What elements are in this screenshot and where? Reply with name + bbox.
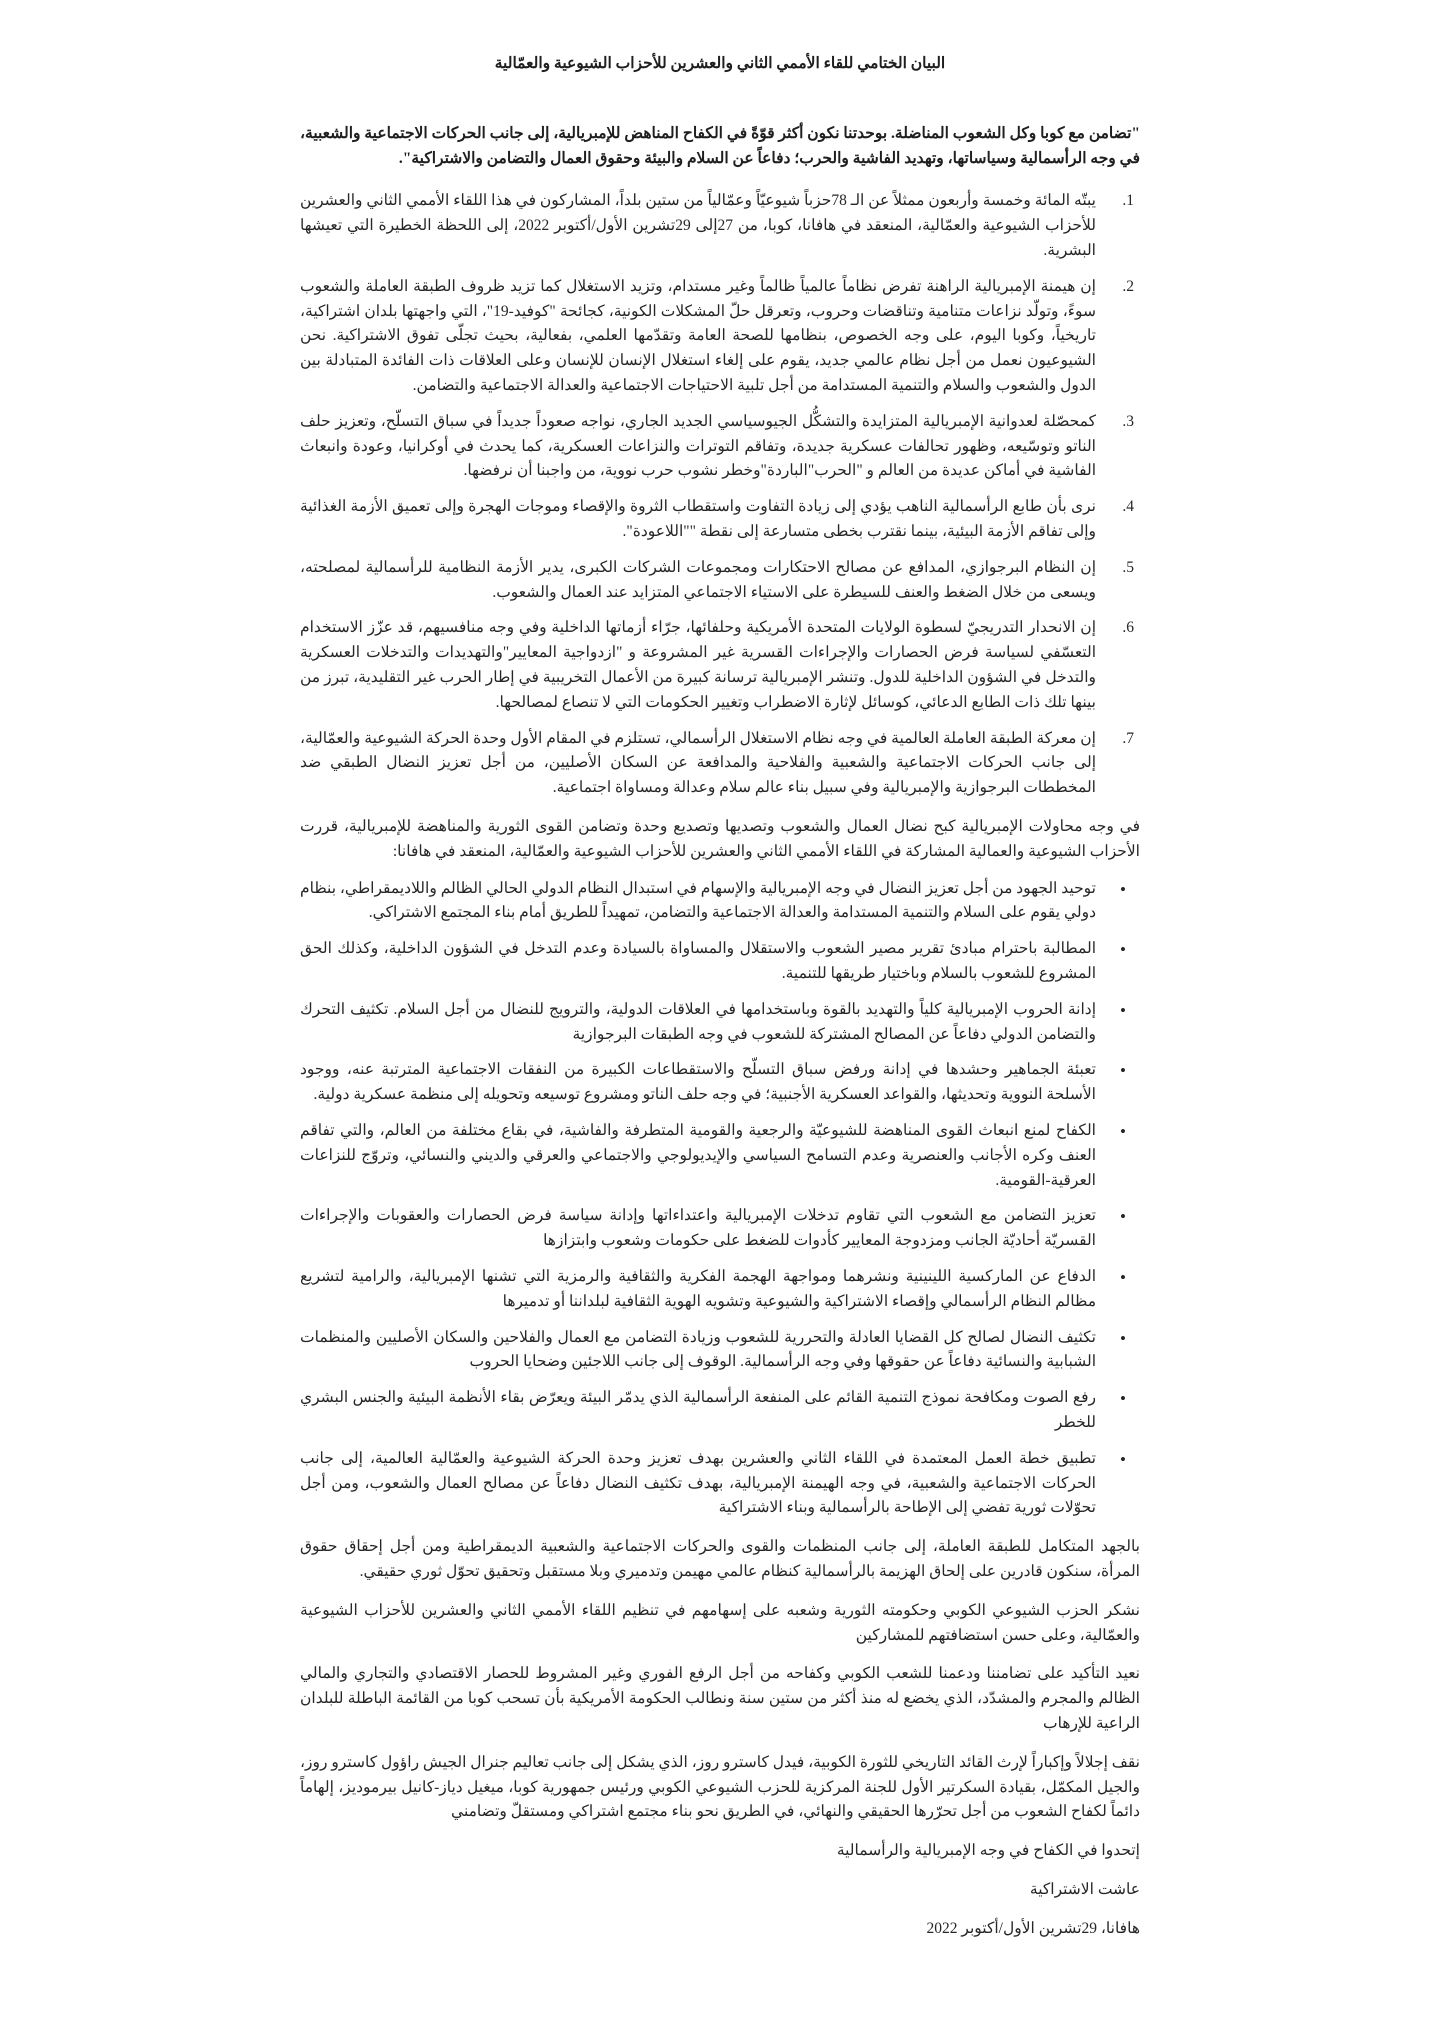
bridge-paragraph: في وجه محاولات الإمبريالية كبح نضال العمال والشعوب وتصديها وتصديع وحدة وتضامن القوى الثورية والمناهضة للإمبريالية، قررت الأحزاب الشيوعية والعمالية المشاركة في اللقاء الأممي الثاني والعشرين للأحزاب الشيوعية والعمّالية، المنعقد في هافانا: bbox=[300, 818, 1140, 860]
list-item: إن الانحدار التدريجيّ لسطوة الولايات المتحدة الأمريكية وحلفائها، جرّاء أزماتها الداخلية وفي وجه منافسيهم، قد عزّز الاستخدام التعسّفي لسياسة فرض الحصارات والإجراءات القسرية غير المشروعة و "ازدواجية المعايير"والتهديدات والتدخلات العسكرية والتدخل في الشؤون الداخلية للدول. وتنشر الإمبريالية ترسانة كبيرة من الأعمال التخريبية في إطار الحرب غير التقليدية، تبرز من بينها تلك ذات الطابع الدعائي، كوسائل لإثارة الاضطراب وتغيير الحكومات التي لا تنصاع لمصالحها. bbox=[300, 619, 1096, 711]
list-item: كمحصّلة لعدوانية الإمبريالية المتزايدة والتشكُّل الجيوسياسي الجديد الجاري، نواجه صعوداً جديداً في سباق التسلّح، وتعزيز حلف الناتو وتوسّيعه، وظهور تحالفات عسكرية جديدة، وتفاقم التوترات والنزاعات العسكرية، كما يحدث في أوكرانيا، وعودة وانبعاث الفاشية في أماكن عديدة من العالم و "الحرب"الباردة"وخطر نشوب حرب نووية، من واجبنا أن نرفضها. bbox=[300, 412, 1096, 480]
signoff: هافانا، 29تشرين الأول/أكتوبر 2022 bbox=[926, 1919, 1140, 1937]
page-title: البيان الختامي للقاء الأممي الثاني والعشرين للأحزاب الشيوعية والعمّالية bbox=[494, 55, 946, 72]
closing-paragraph: نقف إجلالاً وإكباراً لإرث القائد التاريخي للثورة الكوبية، فيدل كاسترو روز، الذي يشكل إلى جانب تعاليم جنرال الجيش راؤول كاسترو روز، والجيل المكمّل، بقيادة السكرتير الأول للجنة المركزية للحزب الشيوعي الكوبي ورئيس جمهورية كوبا، ميغيل دياز-كانيل بيرموديز، إلهاماً دائماً لكفاح الشعوب من أجل تحرّرها الحقيقي والنهائي، في الطريق نحو بناء مجتمع اشتراكي ومستقلّ وتضامني bbox=[300, 1753, 1140, 1821]
numbered-list bbox=[300, 189, 1140, 801]
list-item: • المطالبة باحترام مبادئ تقرير مصير الشعوب والاستقلال والمساواة بالسيادة وعدم التدخل في الشؤون الداخلية، وكذلك الحق المشروع للشعوب بالسلام وباختيار طريقها للتنمية. bbox=[300, 937, 1140, 987]
bullet-list bbox=[300, 877, 1140, 1522]
list-item: إن هيمنة الإمبريالية الراهنة تفرض نظاماً عالمياً ظالماً وغير مستدام، وتزيد الاستغلال كما تزيد ظروف الطبقة العاملة والشعوب سوءً، وتولّد نزاعات متنامية وتناقضات وحروب، وتعرقل حلّ المشكلات الكونية، كجائحة "كوفيد-19"، التي واجهتها بلدان اشتراكية، تاريخياً، وكوبا اليوم، على وجه الخصوص، بنظامها للصحة العامة وتقدّمها العلمي، بفعالية، بحيث تجلّى تفوق الاشتراكية. نحن الشيوعيون نعمل من أجل نظام عالمي جديد، يقوم على إلغاء استغلال الإنسان للإنسان وعلى العلاقات ذات الفائدة المتبادلة بين الدول والشعوب والسلام والتنمية المستدامة من أجل تلبية الاحتياجات الاجتماعية والعدالة الاجتماعية والتضامن. bbox=[300, 277, 1096, 395]
list-item: إن معركة الطبقة العاملة العالمية في وجه نظام الاستغلال الرأسمالي، تستلزم في المقام الأول وحدة الحركة الشيوعية والعمّالية، إلى جانب الحركات الاجتماعية والشعبية والفلاحية والمدافعة عن السكان الأصليين، من أجل تعزيز النضال الطبقي ضد المخططات البرجوازية والإمبريالية وفي سبيل بناء عالم سلام وعدالة ومساواة اجتماعية. bbox=[300, 729, 1096, 797]
list-item: نرى بأن طابع الرأسمالية الناهب يؤدي إلى زيادة التفاوت واستقطاب الثروة والإقصاء وموجات الهجرة وإلى تعميق الأزمة الغذائية وإلى تفاقم الأزمة البيئية، بينما نقترب بخطى متسارعة إلى نقطة ""اللاعودة". bbox=[300, 498, 1096, 541]
slogan: عاشت الاشتراكية bbox=[1029, 1880, 1140, 1898]
list-item: • رفع الصوت ومكافحة نموذج التنمية القائم على المنفعة الرأسمالية الذي يدمّر البيئة ويعرّض بقاء الأنظمة البيئية والجنس البشري للخطر bbox=[300, 1386, 1140, 1436]
list-item: • تعبئة الجماهير وحشدها في إدانة ورفض سباق التسلّح والاستقطاعات الكبيرة من النفقات الاجتماعية المترتبة عنه، ووجود الأسلحة النووية وتحديثها، والقواعد العسكرية الأجنبية؛ في وجه حلف الناتو ومشروع توسيعه وتحويله إلى منظمة عسكرية دولية. bbox=[300, 1058, 1140, 1108]
list-item: • تعزيز التضامن مع الشعوب التي تقاوم تدخلات الإمبريالية واعتداءاتها وإدانة سياسة فرض الحصارات والعقوبات والإجراءات القسريّة أحاديّة الجانب ومزدوجة المعايير كأدوات للضغط على حكومات وشعوب وابتزازها bbox=[300, 1204, 1140, 1254]
slogan: إتحدوا في الكفاح في وجه الإمبريالية والرأسمالية bbox=[836, 1842, 1140, 1860]
list-item: • الدفاع عن الماركسية اللينينية ونشرهما ومواجهة الهجمة الفكرية والثقافية والرمزية التي تشنها الإمبريالية، والرامية لتشريع مظالم النظام الرأسمالي وإقصاء الاشتراكية والشيوعية وتشويه الهوية الثقافية لبلداننا أو تدميرها bbox=[300, 1265, 1140, 1315]
closing-paragraph: نعيد التأكيد على تضامننا ودعمنا للشعب الكوبي وكفاحه من أجل الرفع الفوري وغير المشروط للحصار الاقتصادي والتجاري والمالي الظالم والمجرم والمشدّد، الذي يخضع له منذ أكثر من ستين سنة ونطالب الحكومة الأمريكية بأن تسحب كوبا من القائمة الباطلة للبلدان الراعية للإرهاب bbox=[300, 1665, 1140, 1732]
lead-paragraph: "تضامن مع كوبا وكل الشعوب المناضلة. بوحدتنا نكون أكثر قوّةً في الكفاح المناهض للإمبريالية، إلى جانب الحركات الاجتماعية والشعبية، في وجه الرأسمالية وسياساتها، وتهديد الفاشية والحرب؛ دفاعاً عن السلام والبيئة وحقوق العمال والتضامن والاشتراكية". bbox=[300, 125, 1140, 168]
list-item: • إدانة الحروب الإمبريالية كلياً والتهديد بالقوة وباستخدامها في العلاقات الدولية، والترويج للنضال من أجل السلام. تكثيف التحرك والتضامن الدولي دفاعاً عن المصالح المشتركة للشعوب في وجه الطبقات البرجوازية bbox=[300, 998, 1140, 1048]
list-item: • توحيد الجهود من أجل تعزيز النضال في وجه الإمبريالية والإسهام في استبدال النظام الدولي الحالي الظالم واللاديمقراطي، بنظام دولي يقوم على السلام والتنمية المستدامة والعدالة الاجتماعية والتضامن، تمهيداً للطريق أمام بناء المجتمع الاشتراكي. bbox=[300, 877, 1140, 927]
closing-paragraph: نشكر الحزب الشيوعي الكوبي وحكومته الثورية وشعبه على إسهامهم في تنظيم اللقاء الأممي الثاني والعشرين للأحزاب الشيوعية والعمّالية، وعلى حسن استضافتهم للمشاركين bbox=[300, 1601, 1140, 1644]
closing-paragraph: بالجهد المتكامل للطبقة العاملة، إلى جانب المنظمات والقوى والحركات الاجتماعية والشعبية الديمقراطية ومن أجل إحقاق حقوق المرأة، سنكون قادرين على إلحاق الهزيمة بالرأسمالية كنظام عالمي مهيمن وتدميري وبلا مستقبل وتحقيق تحوّل ثوري حقيقي. bbox=[300, 1538, 1140, 1580]
list-item: إن النظام البرجوازي، المدافع عن مصالح الاحتكارات ومجموعات الشركات الكبرى، يدير الأزمة النظامية للرأسمالية لمصلحته، ويسعى من خلال الضغط والعنف للسيطرة على الاستياء الاجتماعي المتزايد عند العمال والشعوب. bbox=[300, 558, 1096, 601]
list-item: • الكفاح لمنع انبعاث القوى المناهضة للشيوعيّة والرجعية والقومية المتطرفة والفاشية، في بقاع مختلفة من العالم، والتي تفاقم العنف وكره الأجانب والعنصرية وعدم التسامح السياسي والإيديولوجي والاجتماعي والعرقي والديني والنسائي، وتروّج للنزاعات العرقية-القومية. bbox=[300, 1119, 1140, 1193]
list-item: يبتّه المائة وخمسة وأربعون ممثلاً عن الـ 78حزباً شيوعيّاً وعمّالياً من ستين بلداً، المشاركون في هذا اللقاء الأممي الثاني والعشرين للأحزاب الشيوعية والعمّالية، المنعقد في هافانا، كوبا، من 27إلى 29تشرين الأول/أكتوبر 2022، إلى اللحظة الخطيرة التي تعيشها البشرية. bbox=[300, 192, 1097, 260]
list-item: • تكثيف النضال لصالح كل القضايا العادلة والتحررية للشعوب وزيادة التضامن مع العمال والفلاحين والسكان الأصليين والمنظمات الشبابية والنسائية دفاعاً عن حقوقها وفي وجه الرأسمالية. الوقوف إلى جانب اللاجئين وضحايا الحروب bbox=[300, 1326, 1140, 1376]
list-item: • تطبيق خطة العمل المعتمدة في اللقاء الثاني والعشرين بهدف تعزيز وحدة الحركة الشيوعية والعمّالية العالمية، إلى جانب الحركات الاجتماعية والشعبية، في وجه الهيمنة الإمبريالية، بهدف تكثيف النضال دفاعاً عن مصالح العمال والشعوب، ومن أجل تحوّلات ثورية تفضي إلى الإطاحة بالرأسمالية وبناء الاشتراكية bbox=[300, 1447, 1140, 1521]
